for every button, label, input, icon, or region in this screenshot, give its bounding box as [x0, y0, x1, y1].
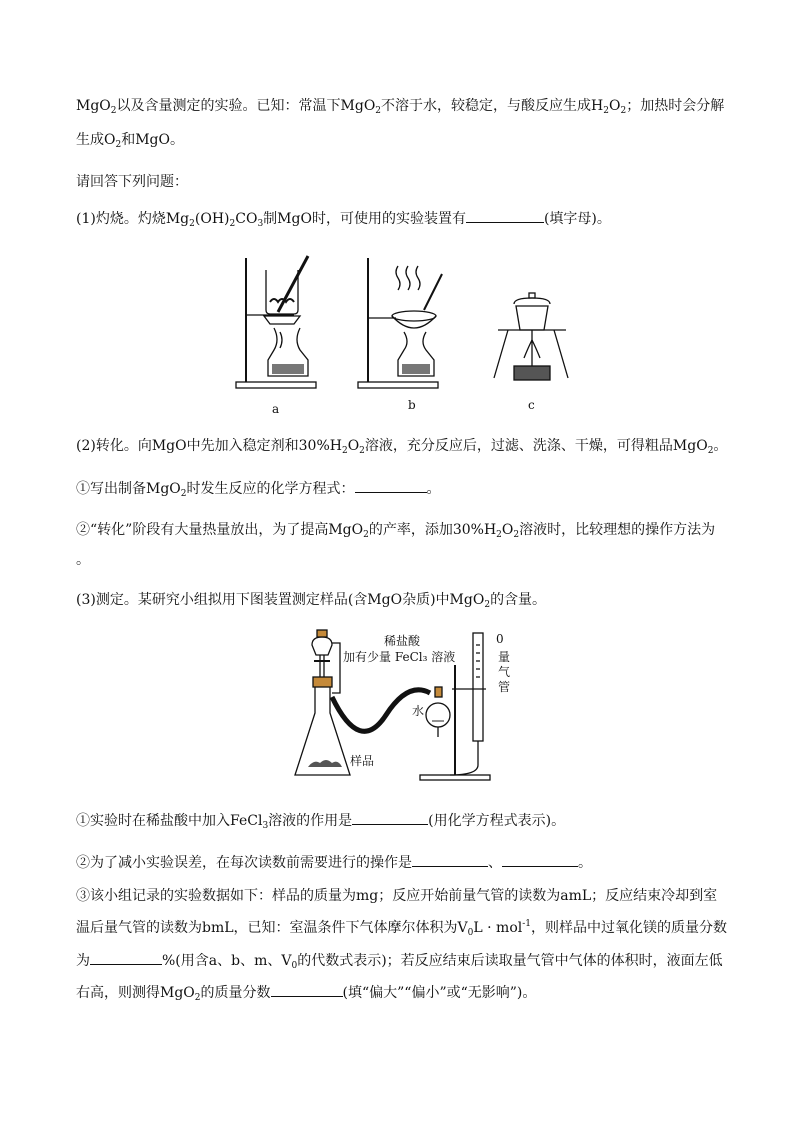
question-2: (2)转化。向MgO中先加入稳定剂和$30\%H_2O_2$溶液，充分反应后，过滤、洗涤、干燥，可得粗品MgO$_2$。 — [76, 438, 728, 456]
question-2-2: ②“转化”阶段有大量热量放出，为了提高MgO$_2$的产率，添加$30\%H_2O_2$溶液时，比较理想的操作方法为 — [76, 522, 716, 540]
separatory-funnel — [312, 637, 332, 655]
intro-line-1: MgO$_2$以及含量测定的实验。已知：常温下MgO$_2$不溶于水，较稳定，与酸反应生成$H_2O_2$；加热时会分解 — [76, 98, 725, 116]
question-3-3-line-2: 温后量气管的读数为bmL，已知：室温条件下气体摩尔体积为$V_0L \cdot mol^{-1}$，则样品中过氧化镁的质量分数 — [76, 919, 728, 938]
question-3-3: ③该小组记录的实验数据如下：样品的质量为mg；反应开始前量气管的读数为amL；反应结束冷却到室 — [76, 888, 718, 904]
label-gas-gauge: 量 气 管 — [498, 650, 511, 694]
figure-label-b: b — [408, 398, 416, 412]
question-3: (3)测定。某研究小组拟用下图装置测定样品(含MgO杂质)中MgO$_2$的含量。 — [76, 592, 547, 610]
figure-label-a: a — [272, 402, 280, 416]
figure-label-c: c — [528, 398, 535, 412]
label-water: 水 — [412, 704, 425, 718]
apparatus-c-crucible — [494, 293, 568, 380]
question-3-3-line-4: 右高，则测得MgO$_2$的质量分数 (填“偏大”“偏小”或“无影响”)。 — [76, 982, 536, 1003]
heating-apparatus-figure — [228, 250, 578, 420]
question-3-1: ①实验时在稀盐酸中加入FeCl$_3$溶液的作用是 (用化学方程式表示)。 — [76, 810, 565, 831]
label-sample: 样品 — [350, 754, 375, 768]
answer-blank[interactable] — [466, 208, 544, 223]
apparatus-a-beaker — [236, 256, 316, 388]
leveling-bulb — [426, 703, 450, 727]
apparatus-b-evaporating-dish — [358, 258, 442, 388]
answer-blank[interactable] — [355, 478, 427, 493]
label-fecl3-solution: 加有少量 FeCl₃ 溶液 — [343, 650, 456, 664]
gas-burette — [473, 633, 483, 741]
label-zero: 0 — [496, 632, 504, 646]
question-1: (1)灼烧。灼烧$Mg_2(OH)_2CO_3$制MgO时，可使用的实验装置有 (填字母)。 — [76, 208, 611, 229]
answer-blank[interactable] — [412, 852, 488, 867]
question-3-3-line-3: 为 %(用含a、b、m、$V_0$的代数式表示)；若反应结束后读取量气管中气体的体积时，液面左低 — [76, 950, 723, 971]
intro-line-2: 生成$O_2$和MgO。 — [76, 132, 184, 150]
label-dilute-hcl: 稀盐酸 — [384, 634, 421, 648]
question-2-2-end: 。 — [76, 552, 90, 568]
question-3-2: ②为了减小实验误差，在每次读数前需要进行的操作是 、 。 — [76, 852, 592, 873]
answer-blank[interactable] — [90, 950, 162, 965]
answer-blank[interactable] — [271, 982, 343, 997]
instructions: 请回答下列问题： — [76, 174, 188, 190]
answer-blank[interactable] — [502, 852, 578, 867]
answer-blank[interactable] — [352, 810, 428, 825]
question-2-1: ①写出制备MgO$_2$时发生反应的化学方程式： 。 — [76, 478, 441, 499]
